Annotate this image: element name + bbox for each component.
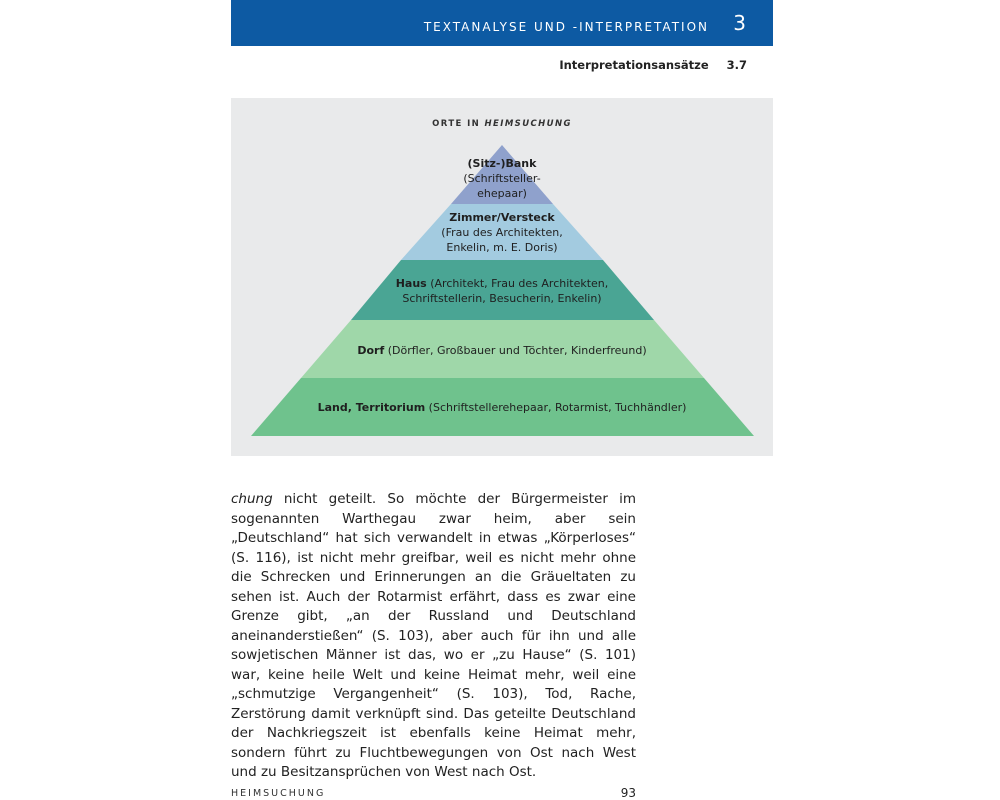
chapter-title: TEXTANALYSE UND -INTERPRETATION: [423, 20, 709, 34]
tier-label-zimmer: [402, 210, 602, 255]
tier-dorf-name: Dorf: [357, 344, 385, 357]
section-header: [231, 58, 747, 72]
figure-title-prefix: ORTE IN: [432, 119, 481, 129]
tier-bank-detail-1: (Schriftsteller-: [463, 172, 541, 185]
tier-label-land: [282, 400, 722, 415]
tier-land-detail: (Schriftstellerehepaar, Rotarmist, Tuchhändler): [425, 401, 687, 414]
footer-book-title: HEIMSUCHUNG: [231, 788, 326, 799]
footer-page-number: 93: [620, 786, 636, 800]
tier-haus-detail-1: (Architekt, Frau des Architekten,: [426, 277, 609, 290]
tier-zimmer-detail-2: Enkelin, m. E. Doris): [446, 241, 558, 254]
tier-dorf-detail: (Dörfler, Großbauer und Töchter, Kinderfreund): [384, 344, 647, 357]
body-text: nicht geteilt. So möchte der Bürgermeister im sogenannten Warthegau zwar heim, aber sein „Deutschland“ hat sich verwandelt in etwas „Körperloses“ (S. 116), ist nicht mehr greifbar, weil es nicht mehr ohne die Schrecken und Erinnerungen an die Gräueltaten zu sehen ist. Auch der Rotarmist erfährt, dass es zwar eine Grenze gibt, „an der Russland und Deutschland aneinanderstießen“ (S. 103), aber auch für ihn und alle sowjetischen Männer ist das, wo er „zu Hause“ (S. 101) war, keine heile Welt und keine Heimat mehr, weil eine „schmutzige Vergangenheit“ (S. 103), Tod, Rache, Zerstörung damit verknüpft sind. Das geteilte Deutschland der Nachkriegszeit ist ebenfalls keine Heimat mehr, sondern führt zu Fluchtbewegungen von Ost nach West und zu Besitzansprüchen von West nach Ost.: [231, 491, 636, 780]
tier-zimmer-name: Zimmer/Versteck: [449, 211, 555, 224]
figure-title-italic: HEIMSUCHUNG: [484, 119, 572, 129]
tier-label-bank: [432, 156, 572, 201]
tier-bank-detail-2: ehepaar): [477, 187, 527, 200]
tier-zimmer-detail-1: (Frau des Architekten,: [441, 226, 563, 239]
body-lead-italic: chung: [231, 491, 273, 507]
chapter-header-bar: [231, 0, 773, 46]
pyramid-figure: [231, 98, 773, 456]
body-paragraph: [231, 490, 636, 783]
tier-land-name: Land, Territorium: [317, 401, 426, 414]
tier-label-dorf: [302, 343, 702, 358]
tier-haus-detail-2: Schriftstellerin, Besucherin, Enkelin): [402, 292, 602, 305]
tier-bank-name: (Sitz-)Bank: [467, 157, 537, 170]
chapter-number: 3: [733, 11, 746, 35]
section-title: Interpretationsansätze: [559, 58, 709, 72]
tier-haus-name: Haus: [395, 277, 427, 290]
section-number: 3.7: [726, 58, 747, 72]
tier-label-haus: [362, 276, 642, 306]
